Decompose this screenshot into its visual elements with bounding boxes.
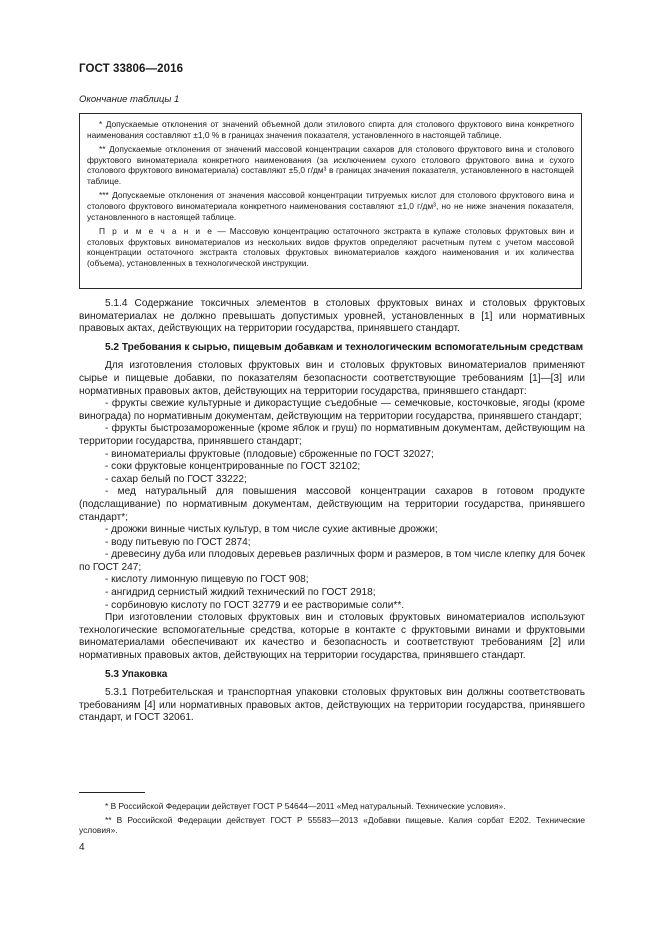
footnote-divider [79, 792, 145, 793]
main-text [79, 298, 585, 725]
table-note-3: *** Допускаемые отклонения от значения массовой концентрации титруемых кислот для столового фруктового вина и столового фруктового виноматериала конкретного наименования составляют ±1,0 г/дм³, но не ниже значения показателя, установленного в настоящей таблице. [87, 190, 574, 222]
list-item: - фрукты быстрозамороженные (кроме яблок и груш) по нормативным документам, действующим на территории государства, принявшего стандарт; [79, 423, 585, 447]
list-item: - сахар белый по ГОСТ 33222; [105, 473, 247, 485]
note-text: — Массовую концентрацию остаточного экстракта в купаже столовых фруктовых вин и столовых фруктовых виноматериалов из нескольких видов фруктов определяют расчетным путем с учетом массовой концентрации остаточного экстракта столовых фруктовых виноматериалов каждого наименования и их количества (объема), установленных в технологической инструкции. [87, 225, 574, 268]
list-item: - фрукты свежие культурные и дикорастущие съедобные — семечковые, косточковые, ягоды (кроме винограда) по нормативным документам, действующим на территории государства, принявшего стандарт; [79, 398, 585, 422]
paragraph-5-3-1: 5.3.1 Потребительская и транспортная упаковки столовых фруктовых вин должны соответствовать требованиям [4] или нормативных правовых актов, действующих на территории государства, принявшего стандарт, и ГОСТ 32061. [79, 687, 585, 724]
list-item: - дрожжи винные чистых культур, в том числе сухие активные дрожжи; [105, 524, 438, 536]
table-caption: Окончание таблицы 1 [79, 94, 180, 105]
list-item: - соки фруктовые концентрированные по ГОСТ 32102; [105, 461, 361, 473]
heading-5-2: 5.2 Требования к сырью, пищевым добавкам и технологическим вспомогательным средствам [105, 341, 584, 353]
paragraph-5-2-aux: При изготовлении столовых фруктовых вин и столовых фруктовых виноматериалов используют технологические вспомогательные средства, которые в контакте с фруктовыми винами и фруктовыми виноматериалами обеспечивают их качество и безопасность и соответствуют требованиям [2] или нормативных правовых актов, действующих на территории государства, принявшего стандарт. [79, 612, 585, 662]
note-label: П р и м е ч а н и е [99, 225, 214, 236]
list-item: - воду питьевую по ГОСТ 2874; [105, 536, 251, 548]
paragraph-5-2-intro: Для изготовления столовых фруктовых вин и столовых фруктовых виноматериалов применяют сырье и пищевые добавки, по показателям безопасности соответствующие требованиям [1]—[3] или нормативных правовых актов, действующих на территории государства, принявшего стандарт: [79, 360, 585, 397]
list-item: - виноматериалы фруктовые (плодовые) сброженные по ГОСТ 32027; [105, 448, 434, 460]
heading-5-3: 5.3 Упаковка [105, 668, 168, 680]
list-item: - древесину дуба или плодовых деревьев различных форм и размеров, в том числе клепку для бочек по ГОСТ 247; [79, 549, 585, 573]
list-item: - ангидрид сернистый жидкий технический по ГОСТ 2918; [105, 587, 376, 599]
list-item: - сорбиновую кислоту по ГОСТ 32779 и ее растворимые соли**. [105, 599, 405, 611]
page-number: 4 [79, 842, 85, 853]
document-header: ГОСТ 33806—2016 [79, 63, 184, 75]
footnotes [79, 801, 585, 839]
table-notes-box [79, 113, 582, 289]
footnote-1: * В Российской Федерации действует ГОСТ Р 54644—2011 «Мед натуральный. Технические условия». [105, 801, 506, 811]
paragraph-5-1-4: 5.1.4 Содержание токсичных элементов в столовых фруктовых винах и столовых фруктовых виноматериалах не должно превышать допустимых уровней, установленных в [1] или нормативных правовых актах, действующих на территории государства, принявшего стандарт. [79, 298, 585, 335]
list-item: - мед натуральный для повышения массовой концентрации сахаров в готовом продукте (подслащивание) по нормативным документам, действующим на территории государства, принявшего стандарт*; [79, 486, 585, 523]
table-note-primechanie [87, 226, 574, 269]
list-item: - кислоту лимонную пищевую по ГОСТ 908; [105, 574, 309, 586]
table-note-1: * Допускаемые отклонения от значений объемной доли этилового спирта для столового фруктового вина конкретного наименования составляют ±1,0 % в границах значения показателя, установленного в настоящей таблице. [87, 119, 574, 140]
footnote-2: ** В Российской Федерации действует ГОСТ Р 55583—2013 «Добавки пищевые. Калия сорбат Е202. Технические условия». [79, 814, 585, 836]
table-note-2: ** Допускаемые отклонения от значений массовой концентрации сахаров для столового фруктового вина и столового фруктового виноматериала конкретного наименования (за исключением сухого столового фруктового вина и сухого столового фруктового виноматериала) составляют ±5,0 г/дм³ в границах значения показателя, установленного в настоящей таблице. [87, 143, 574, 187]
